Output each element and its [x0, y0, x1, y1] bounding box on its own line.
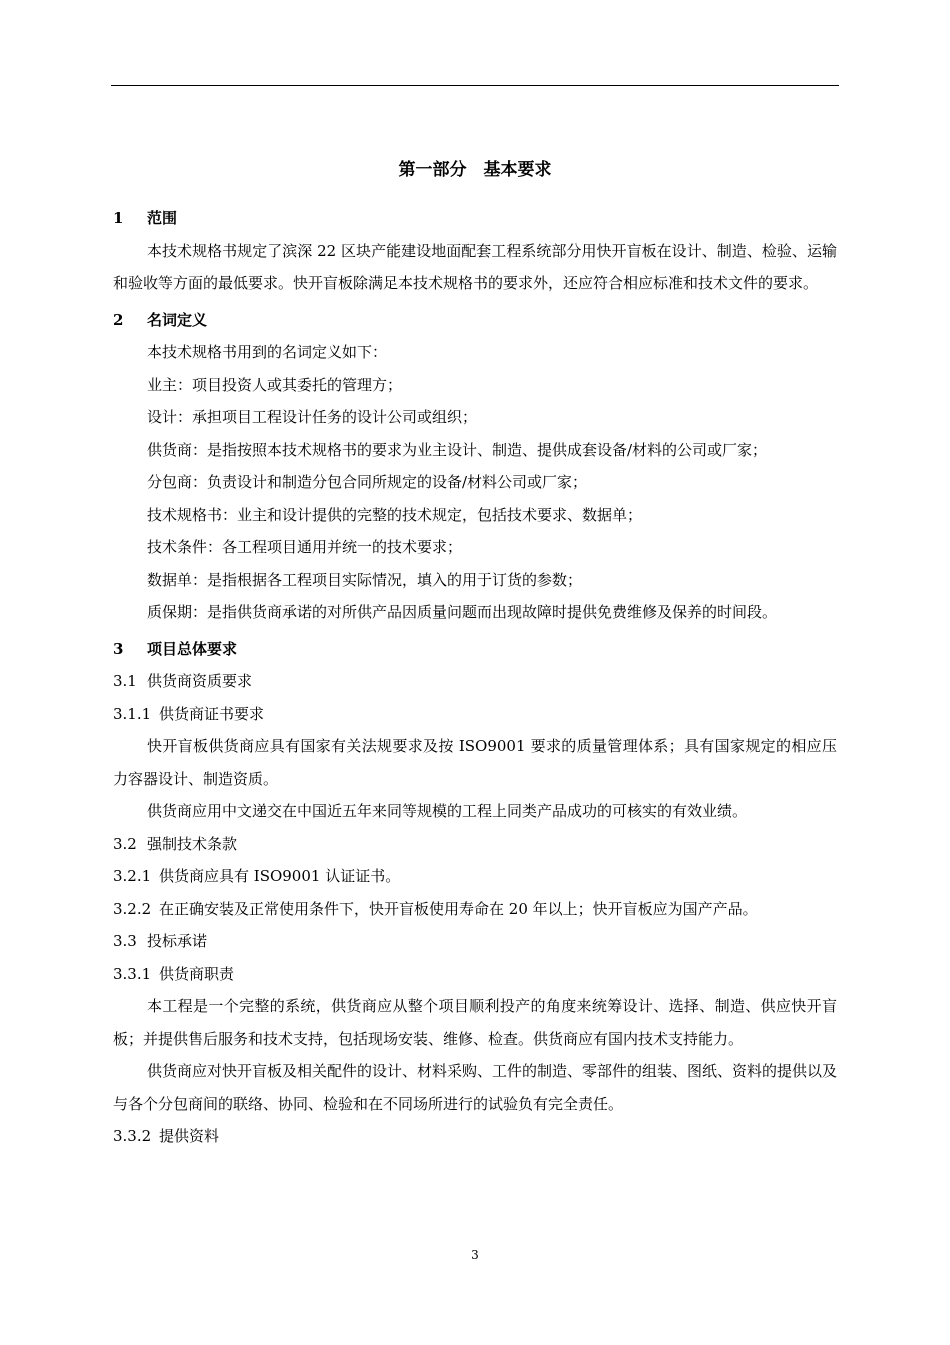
definition-item: 业主：项目投资人或其委托的管理方；: [147, 375, 403, 394]
section-2-heading: 2 名词定义: [113, 310, 208, 329]
section-3-3-1-paragraph: 本工程是一个完整的系统，供货商应从整个项目顺利投产的角度来统筹设计、选择、制造、供应快开盲板；并提供售后服务和技术支持，包括现场安装、维修、检查。供货商应有国内技术支持能力。: [113, 997, 837, 1048]
section-3-1-1-heading: 3.1.1 供货商证书要求: [113, 704, 265, 723]
section-3-3-1-heading: 3.3.1 供货商职责: [113, 964, 235, 983]
section-3-1-1-paragraph: 快开盲板供货商应具有国家有关法规要求及按 ISO9001 要求的质量管理体系；具有国家规定的相应压力容器设计、制造资质。: [113, 737, 837, 788]
page-number: 3: [471, 1248, 479, 1262]
part-title: 第一部分 基本要求: [398, 160, 552, 180]
definition-item: 分包商：负责设计和制造分包合同所规定的设备/材料公司或厂家；: [147, 473, 588, 491]
section-3-1-heading: 3.1 供货商资质要求: [113, 672, 253, 690]
section-3-2-2-item: 3.2.2 在正确安装及正常使用条件下，快开盲板使用寿命在 20 年以上；快开盲板应为国产产品。: [113, 899, 758, 918]
section-3-3-1-paragraph: 供货商应对快开盲板及相关配件的设计、材料采购、工件的制造、零部件的组装、图纸、资料的提供以及与各个分包商间的联络、协同、检验和在不同场所进行的试验负有完全责任。: [113, 1062, 838, 1113]
section-3-2-1-item: 3.2.1 供货商应具有 ISO9001 认证证书。: [113, 867, 401, 885]
header-rule: [111, 85, 839, 86]
section-1-paragraph: 本技术规格书规定了滨深 22 区块产能建设地面配套工程系统部分用快开盲板在设计、制造、检验、运输和验收等方面的最低要求。快开盲板除满足本技术规格书的要求外，还应符合相应标准和技术文件的要求。: [113, 241, 837, 292]
definition-item: 供货商：是指按照本技术规格书的要求为业主设计、制造、提供成套设备/材料的公司或厂家；: [147, 440, 768, 459]
definition-item: 技术条件：各工程项目通用并统一的技术要求；: [147, 538, 463, 556]
definition-item: 技术规格书：业主和设计提供的完整的技术规定，包括技术要求、数据单；: [147, 505, 643, 524]
document-body: [113, 152, 837, 1153]
definition-item: 设计：承担项目工程设计任务的设计公司或组织；: [147, 408, 478, 426]
section-1-heading: 1 范围: [113, 209, 178, 227]
section-3-heading: 3 项目总体要求: [113, 639, 238, 658]
definition-item: 数据单：是指根据各工程项目实际情况，填入的用于订货的参数；: [147, 570, 583, 589]
section-3-2-heading: 3.2 强制技术条款: [113, 834, 238, 853]
section-3-3-2-heading: 3.3.2 提供资料: [113, 1127, 220, 1145]
section-3-3-heading: 3.3 投标承诺: [113, 932, 208, 950]
section-3-1-1-paragraph: 供货商应用中文递交在中国近五年来同等规模的工程上同类产品成功的可核实的有效业绩。: [147, 802, 748, 820]
definition-intro: 本技术规格书用到的名词定义如下：: [147, 343, 388, 361]
definition-item: 质保期：是指供货商承诺的对所供产品因质量问题而出现故障时提供免费维修及保养的时间段。: [147, 603, 778, 621]
